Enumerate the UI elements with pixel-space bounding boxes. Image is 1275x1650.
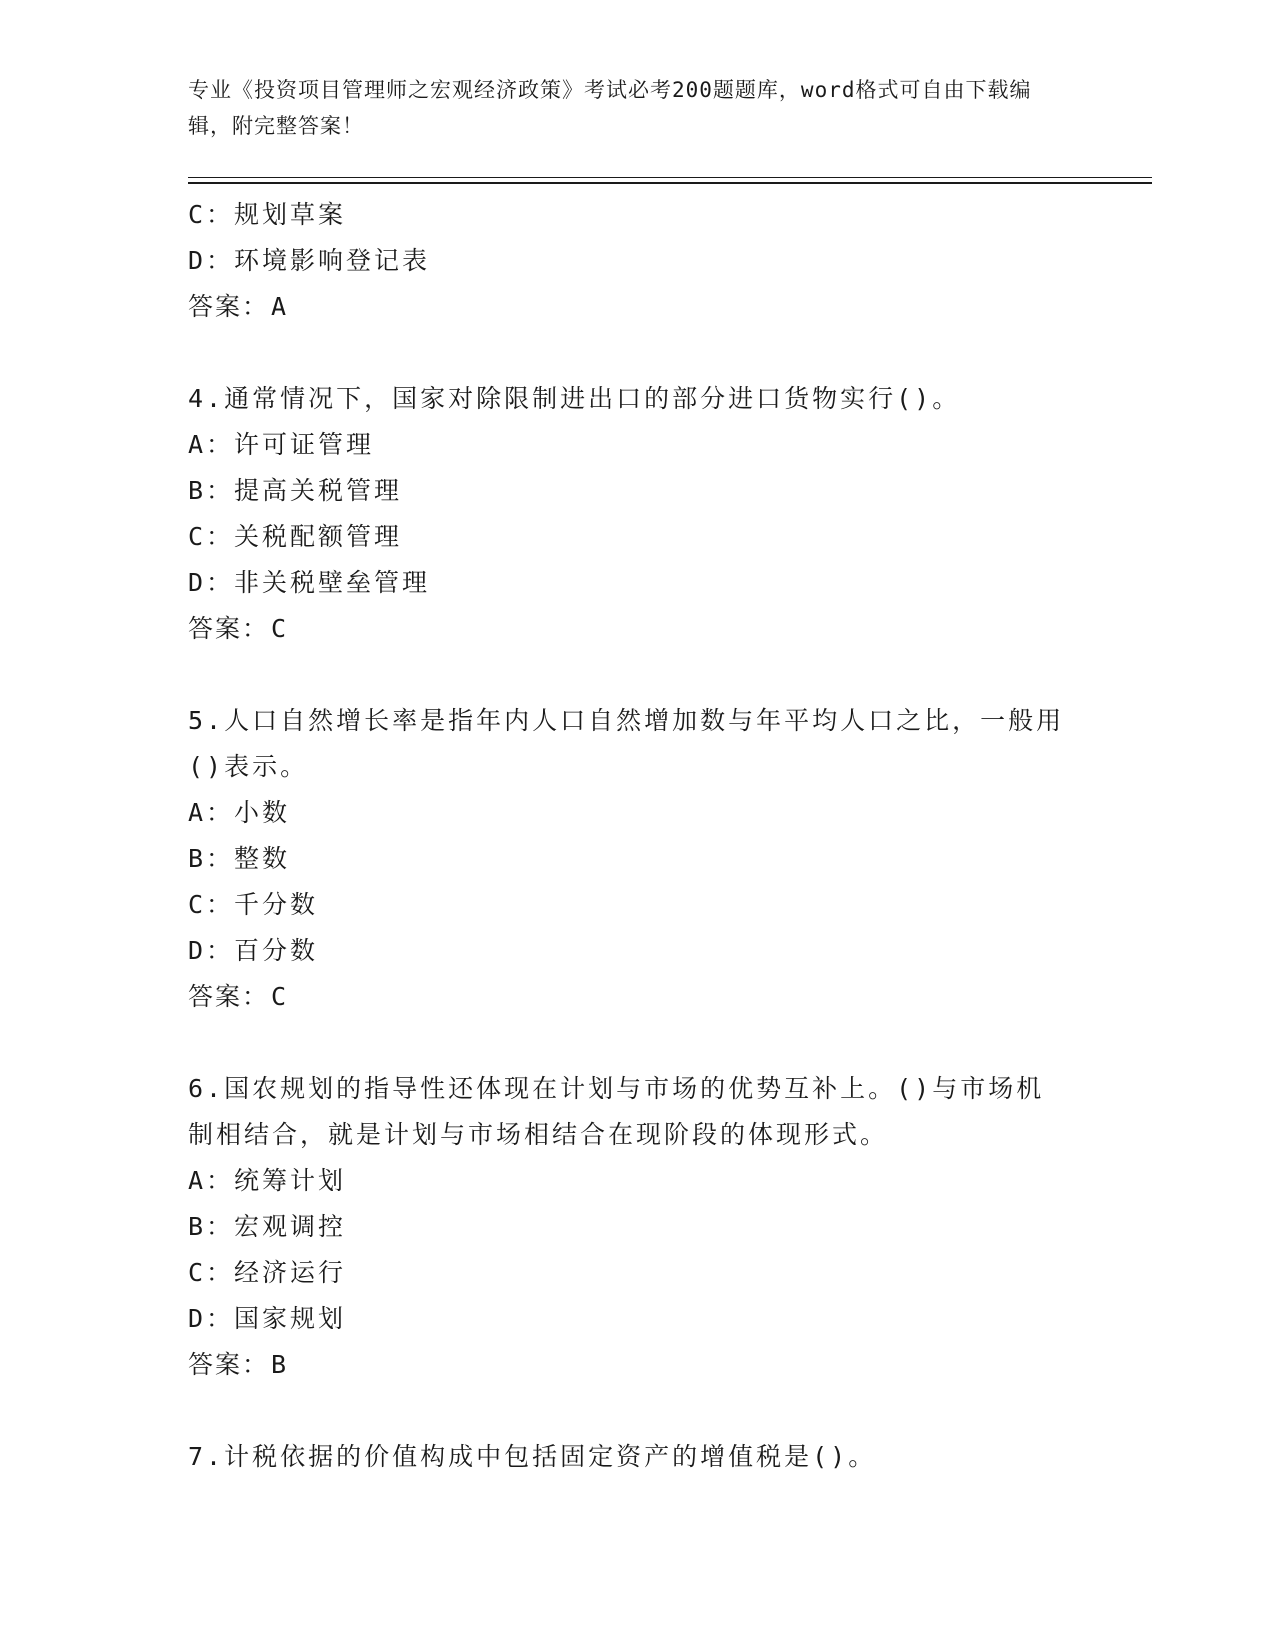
option-b: B：整数 (188, 844, 291, 873)
option-d: D：百分数 (188, 936, 319, 965)
question-4 (188, 376, 1068, 652)
option-c: C：经济运行 (188, 1258, 347, 1287)
option-b: B：宏观调控 (188, 1212, 347, 1241)
question-stem: 5.人口自然增长率是指年内人口自然增加数与年平均人口之比，一般用()表示。 (188, 706, 1065, 781)
question-stem: 6.国农规划的指导性还体现在计划与市场的优势互补上。()与市场机制相结合，就是计划与市场相结合在现阶段的体现形式。 (188, 1074, 1045, 1149)
answer-value: C (271, 614, 289, 643)
question-stem: 4.通常情况下，国家对除限制进出口的部分进口货物实行()。 (188, 384, 961, 413)
answer-label: 答案： (188, 614, 270, 643)
option-d: D：非关税壁垒管理 (188, 568, 431, 597)
answer-label: 答案： (188, 982, 270, 1011)
header-divider-top (188, 177, 1152, 178)
answer-line (188, 974, 1068, 1020)
option-a: A：许可证管理 (188, 430, 375, 459)
answer-line (188, 284, 1068, 330)
header-divider-bottom (188, 182, 1152, 184)
option-c: C：关税配额管理 (188, 522, 403, 551)
option-a: A：小数 (188, 798, 291, 827)
question-3-fragment (188, 192, 1068, 330)
option-a: A：统筹计划 (188, 1166, 347, 1195)
question-7 (188, 1434, 1068, 1480)
answer-line (188, 1342, 1068, 1388)
answer-value: A (271, 292, 289, 321)
option-c: C：千分数 (188, 890, 319, 919)
answer-line (188, 606, 1068, 652)
answer-label: 答案： (188, 292, 270, 321)
question-stem: 7.计税依据的价值构成中包括固定资产的增值税是()。 (188, 1442, 877, 1471)
option-d: D：国家规划 (188, 1304, 347, 1333)
question-5 (188, 698, 1068, 1020)
question-6 (188, 1066, 1068, 1388)
document-header: 专业《投资项目管理师之宏观经济政策》考试必考200题题库，word格式可自由下载编辑，附完整答案！ (188, 78, 1032, 138)
option-d: D：环境影响登记表 (188, 246, 431, 275)
answer-value: B (271, 1350, 289, 1379)
question-list (188, 192, 1068, 1480)
option-b: B：提高关税管理 (188, 476, 403, 505)
answer-label: 答案： (188, 1350, 270, 1379)
option-c: C：规划草案 (188, 200, 347, 229)
answer-value: C (271, 982, 289, 1011)
